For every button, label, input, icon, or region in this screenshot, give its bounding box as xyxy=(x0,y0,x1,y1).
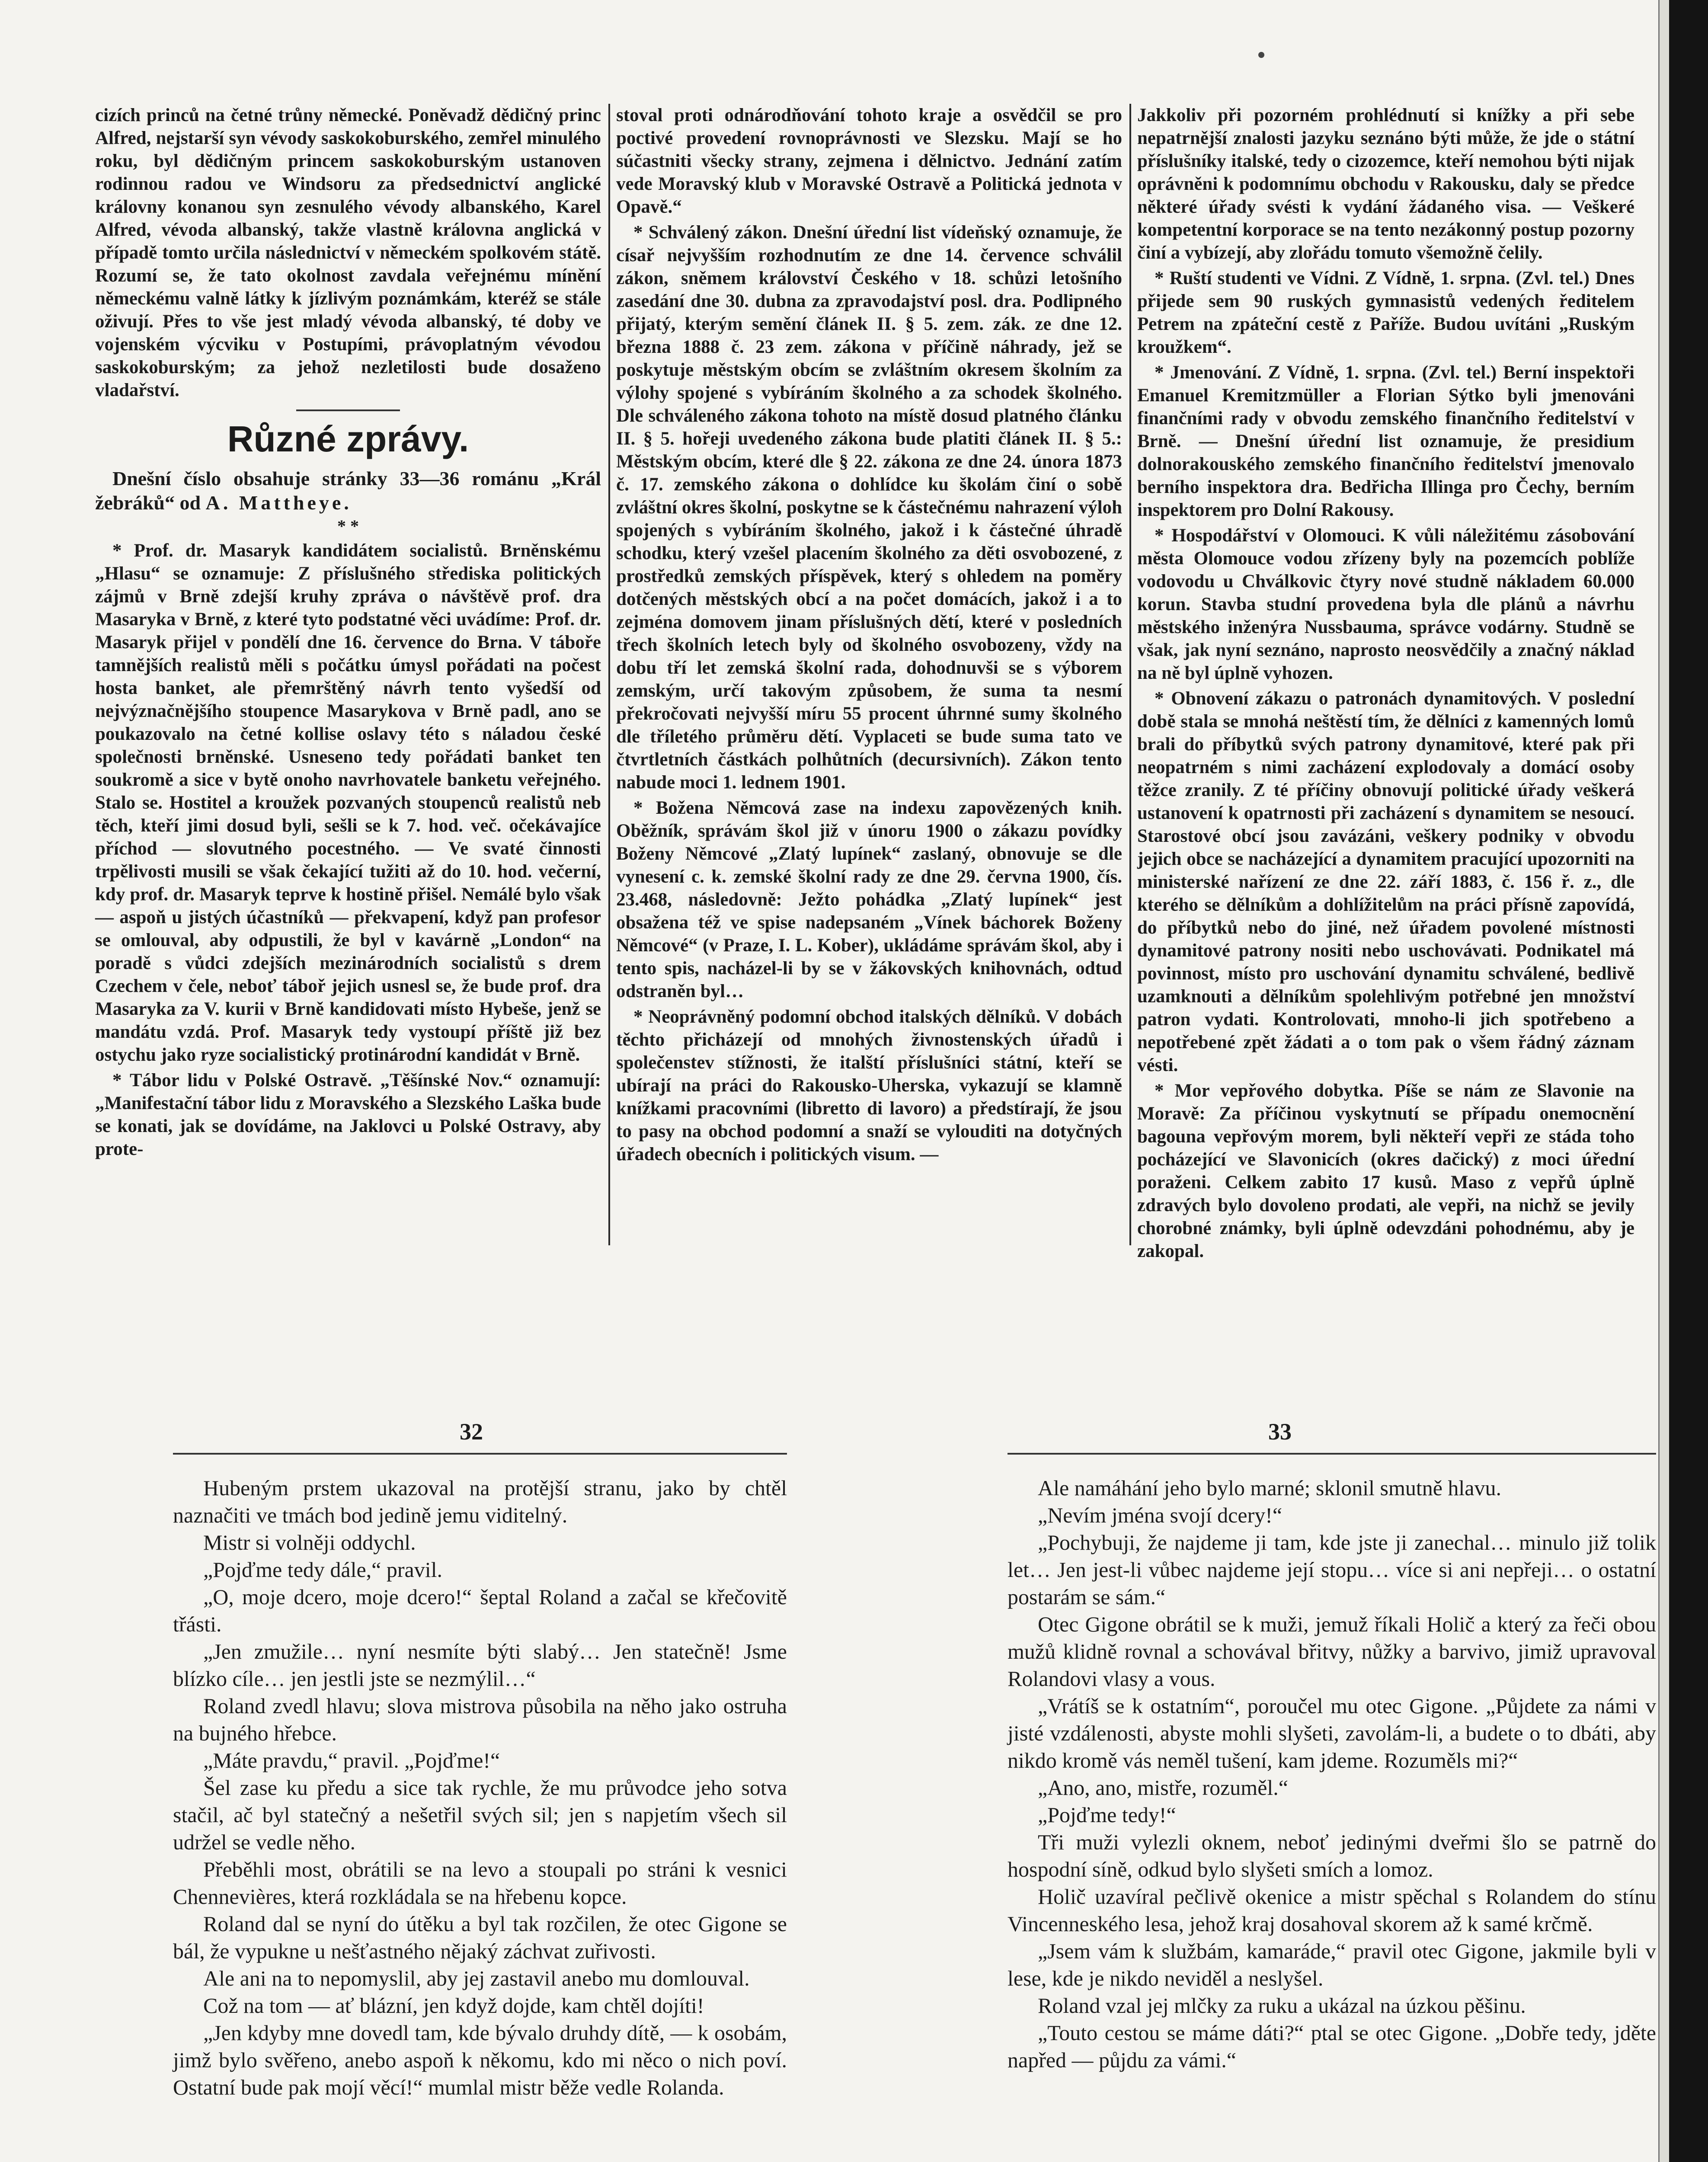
article-continuation: Jakkoliv při pozorném prohlédnutí si knížky a při sebe nepatrnější znalosti jazyku seznáno býti může, že jde o státní příslušníky italské, tedy o cizozemce, kteří nemohou býti nijak oprávněni k podomnímu obchodu v Rakousku, daly se předce některé úřady svésti k vydání žádaného visa. — Veškeré kompetentní korporace se na tento nezákonný postup pozorny činí a vybízejí, aby zlořádu tomuto všemožně čelily. xyxy=(1137,105,1634,263)
novel-paragraph: Hubeným prstem ukazoval na protější stranu, jako by chtěl naznačiti ve tmách bod jedině jemu viditelný. xyxy=(173,1476,787,1527)
scan-speck xyxy=(1258,52,1264,58)
column-divider xyxy=(1129,104,1131,1245)
novel-paragraph: „Jen kdyby mne dovedl tam, kde bývalo druhdy dítě, — k osobám, jimž bylo svěřeno, anebo aspoň k někomu, kdo mi něco o nich poví. Ostatní bude pak mojí věcí!“ mumlal mistr běže vedle Rolanda. xyxy=(173,2021,787,2099)
novel-paragraph: Přeběhli most, obrátili se na levo a stoupali po stráni k vesnici Chennevières, která rozkládala se na hřebenu kopce. xyxy=(173,1857,787,1909)
novel-paragraph: „Pochybuji, že najdeme ji tam, kde jste ji zanechal… minulo již tolik let… Jen jest-li vůbec najdeme její stopu… více si ani nepřeji… o ostatní postarám se sám.“ xyxy=(1008,1530,1656,1609)
novel-paragraph: „Jsem vám k službám, kamaráde,“ pravil otec Gigone, jakmile byli v lese, kde je nikdo neviděl a neslyšel. xyxy=(1008,1939,1656,1990)
novel-paragraph: „Máte pravdu,“ pravil. „Pojďme!“ xyxy=(203,1748,500,1772)
novel-paragraph: Ale namáhání jeho bylo marné; sklonil smutně hlavu. xyxy=(1038,1476,1501,1500)
novel-paragraph: „Pojďme tedy!“ xyxy=(1038,1803,1176,1827)
news-item: * Mor vepřového dobytka. Píše se nám ze Slavonie na Moravě: Za příčinou vyskytnutí se případu onemocnění bagouna vepřovým morem, byli někteří vepři ze stáda toho pocházející ve Slavonicích (okres dačický) z moci úřední poraženi. Celkem zabito 17 kusů. Maso z vepřů úplně zdravých bylo dovoleno prodati, ale vepři, na nichž se jevily chorobné známky, byli úplně odevzdáni pohodnému, aby je zakopal. xyxy=(1137,1081,1634,1261)
page-number-right: 33 xyxy=(1268,1419,1292,1445)
column-1 xyxy=(95,104,601,1245)
novel-paragraph: „Touto cestou se máme dáti?“ ptal se otec Gigone. „Dobře tedy, jděte napřed — půjdu za vámi.“ xyxy=(1008,2021,1656,2072)
novel-notice-text: Dnešní číslo obsahuje stránky 33—36 románu xyxy=(112,467,552,489)
novel-supplement xyxy=(0,1418,1708,2162)
page-number-left: 32 xyxy=(460,1419,483,1445)
novel-notice-text: od xyxy=(175,492,206,514)
news-item: * Neoprávněný podomní obchod italských dělníků. V dobách těchto přicházejí od mnohých živnostenských úřadů i společenstev stížnosti, že italští příslušníci státní, kteří se ubírají na práci do Rakousko-Uherska, vykazují se klamně knížkami pracovními (libretto di lavoro) a předstírají, že jsou to pasy na obchod podomní a snaží se vylouditi na dotyčných úřadech obecních i politických visum. — xyxy=(616,1007,1122,1164)
novel-page-left xyxy=(173,1474,787,2101)
novel-paragraph: Mistr si volněji oddychl. xyxy=(203,1530,416,1554)
newspaper-section xyxy=(95,104,1634,1261)
column-divider xyxy=(608,104,610,1245)
novel-notice xyxy=(95,467,601,515)
news-item: * Božena Němcová zase na indexu zapovězených knih. Oběžník, správám škol již v únoru 1900 o zákazu povídky Boženy Němcové „Zlatý lupínek“ zaslaný, obnovuje se dle vynesení c. k. zemské školní rady ze dne 29. června 1900, čís. 23.468, následovně: Ježto pohádka „Zlatý lupínek“ jest obsažena též ve spise nadepsaném „Vínek báchorek Boženy Němcové“ (v Praze, I. L. Kober), ukládáme správám škol, aby i tento spis, nacházel-li by se v žákovských knihovnách, odtud odstraněn byl… xyxy=(616,798,1122,1001)
article-continuation: stoval proti odnárodňování tohoto kraje a osvědčil se pro poctivé provedení rovnoprávnosti ve Slezsku. Mají se ho súčastniti všecky strany, zejmena i dělnictvo. Jednání zatím vede Moravský klub v Moravské Ostravě a Politická jednota v Opavě.“ xyxy=(616,105,1122,217)
novel-notice-author: A. Mattheye. xyxy=(205,492,352,514)
novel-paragraph: „Ano, ano, mistře, rozuměl.“ xyxy=(1038,1775,1288,1800)
novel-paragraph: Roland vzal jej mlčky za ruku a ukázal na úzkou pěšinu. xyxy=(1038,1993,1526,2018)
separator-stars: * * xyxy=(337,516,359,536)
novel-paragraph: Šel zase ku předu a sice tak rychle, že mu průvodce jeho sotva stačil, ač byl statečný a nešetřil svých sil; jen s napjetím všech sil udržel se vedle něho. xyxy=(173,1775,787,1854)
news-item: * Prof. dr. Masaryk kandidátem socialistů. Brněnskému „Hlasu“ se oznamuje: Z příslušného střediska politických zájmů v Brně zdejší kruhy zpráva o návštěvě prof. dra Masaryka v Brně, z které tyto podstatné věci uvádíme: Prof. dr. Masaryk přijel v pondělí dne 16. července do Brna. V táboře tamnějších realistů měli s počátku úmysl pořádati na počest hosta banket, ale přemrštěný návrh tento vyšedší od nejvýznačnějšího stoupence Masarykova v Brně padl, ano se poukazovalo na četné kollise oslavy této s náladou české společnosti brněnské. Usneseno tedy pořádati banket ten soukromě a sice v bytě onoho navrhovatele banketu veřejného. Stalo se. Hostitel a kroužek pozvaných stoupenců realistů neb těch, kteří jimi dosud byli, sešli se k 7. hod. več. očekávajíce příchod — slovutného pocestného. — Ve svaté činnosti trpělivosti musili se však čekající tužiti až do 10. hod. večerní, kdy prof. dr. Masaryk teprve k hostině přišel. Nemálé bylo však — aspoň u jistých účastníků — překvapení, když pan profesor se omlouval, aby odpustili, že byl v kavárně „London“ na poradě s vůdci zdejších mezinárodních socialistů s drem Czechem v čele, neboť táboř jejich usnesl se, že bude prof. dra Masaryka za V. kurii v Brně kandidovati místo Hybeše, jenž se mandátu vzdá. Prof. Masaryk tedy vystoupí příště již bez ostychu jako ryze socialistický protinárodní kandidát v Brně. xyxy=(95,540,601,1065)
novel-paragraph: Roland zvedl hlavu; slova mistrova působila na něho jako ostruha na bujného hřebce. xyxy=(173,1694,787,1745)
novel-paragraph: Otec Gigone obrátil se k muži, jemuž říkali Holič a který za řeči obou mužů klidně rovnal a schovával břitvy, nůžky a barvivo, jimiž upravoval Rolandovi vlasy a vous. xyxy=(1008,1612,1656,1691)
novel-paragraph: „Nevím jména svojí dcery!“ xyxy=(1038,1503,1283,1527)
article-continuation: cizích princů na četné trůny německé. Poněvadž dědičný princ Alfred, nejstarší syn vévody saskokoburského, zemřel minulého roku, byl dědičným princem saskokoburským ustanoven rodinnou radou ve Windsoru za předsednictví anglické královny konanou syn zesnulého vévody albanského, Karel Alfred, vévoda albanský, takže vlastně královna anglická v případě tomto určila následnictví v německém spolkovém státě. Rozumí se, že tato okolnost zavdala veřejnému mínění německému valně látky k jízlivým poznámkám, kteréž se stále oživují. Přes to vše jest mladý vévoda albanský, té doby ve vojenském výcviku v Postupími, právoplatným vévodou saskokoburským; za jehož nezletilosti bude dosaženo vladařství. xyxy=(95,105,601,400)
novel-paragraph: „Vrátíš se k ostatním“, poroučel mu otec Gigone. „Půjdete za námi v jisté vzdálenosti, abyste mohli slyšeti, zavolám-li, a budete o to dbáti, aby nikdo kromě vás neměl tušení, kam jdeme. Rozuměls mi?“ xyxy=(1008,1694,1656,1772)
novel-paragraph: Ale ani na to nepomyslil, aby jej zastavil anebo mu domlouval. xyxy=(203,1966,750,1990)
novel-page-right xyxy=(1008,1474,1656,2074)
novel-paragraph: „Pojďme tedy dále,“ pravil. xyxy=(203,1558,442,1582)
novel-paragraph: Roland dal se nyní do útěku a byl tak rozčilen, že otec Gigone se bál, že vypukne u nešťastného nějaký záchvat zuřivosti. xyxy=(173,1912,787,1963)
news-item: * Jmenování. Z Vídně, 1. srpna. (Zvl. tel.) Berní inspektoři Emanuel Kremitzmüller a Florian Sýtko byli jmenováni finančními rady v obvodu zemského finančního ředitelství v Brně. — Dnešní úřední list oznamuje, že presidium dolnorakouského zemského finančního ředitelství jmenovalo berního inspektora dra. Bedřicha Illinga pro Čechy, berním inspektorem pro Dolní Rakousy. xyxy=(1137,362,1634,520)
novel-paragraph: „O, moje dcero, moje dcero!“ šeptal Roland a začal se křečovitě třásti. xyxy=(173,1585,787,1636)
news-item: * Ruští studenti ve Vídni. Z Vídně, 1. srpna. (Zvl. tel.) Dnes přijede sem 90 ruských gymnasistů vedených ředitelem Petrem na zpáteční cestě z Paříže. Budou uvítáni „Ruským kroužkem“. xyxy=(1137,268,1634,357)
news-item: * Hospodářství v Olomouci. K vůli náležitému zásobování města Olomouce vodou zřízeny byly na pozemcích poblíže vodovodu u Chválkovic čtyry nové studně nákladem 60.000 korun. Stavba studní provedena byla dle plánů a návrhu městského inženýra Nussbauma, správce vodárny. Studně se však, jak nyní seznáno, naprosto neosvědčily a značný náklad na ně byl úplně vyhozen. xyxy=(1137,525,1634,683)
news-item: * Schválený zákon. Dnešní úřední list vídeňský oznamuje, že císař nejvyšším rozhodnutím ze dne 14. července schválil zákon, sněmem království Českého v 18. schůzi letošního zasedání dne 30. dubna za zpravodajství posl. dra. Podlipného přijatý, kterým semění článek II. § 5. zem. zák. ze dne 12. března 1888 č. 23 zem. zákona v příčině náhrady, jež se poskytuje městským obcím se zvláštním okresem školním za výlohy spojené s vybíráním školného a za schodek školného. Dle schváleného zákona tohoto na místě dosud platného článku II. § 5. hořeji uvedeného zákona bude platiti článek II. § 5.: Městským obcím, které dle § 22. zákona ze dne 24. února 1873 č. 17. zemského zákona o dohlídce ku školám činí o sobě zvláštní okres školní, poskytne se k částečnému nahrazení výloh spojených s vybíráním školného, jakož i k částečné úhradě schodku, který vzešel placením školného za děti osvobozené, z prostředků zemských příspěvek, který s ohledem na poměry dotčených městských obcí a na počet domácích, jakož i a to zejména domovem jinam příslušných dětí, které v posledních třech školních letech byly od školného osvobozeny, vždy na dobu tří let zemská školní rada, dohodnuvši se s výborem zemským, určí takovým způsobem, že suma ta nesmí překročovati nejvyšší míru 55 procent úhrnné sumy školného dle tříletého průměru dětí. Vyplaceti se bude suma tato ve čtvrtletních částkách polhůtních (decursivních). Zákon tento nabude moci 1. lednem 1901. xyxy=(616,222,1122,793)
page-rule xyxy=(1008,1453,1656,1455)
novel-paragraph: „Jen zmužile… nyní nesmíte býti slabý… Jen statečně! Jsme blízko cíle… jen jestli jste se nezmýlil…“ xyxy=(173,1639,787,1691)
column-2 xyxy=(616,104,1122,1245)
novel-notice-title: „Král žebráků“ xyxy=(95,467,601,514)
novel-paragraph: Tři muži vylezli oknem, neboť jedinými dveřmi šlo se patrně do hospodní síně, odkud bylo slyšeti smích a lomoz. xyxy=(1008,1830,1656,1881)
novel-paragraph: Což na tom — ať blázní, jen když dojde, kam chtěl dojíti! xyxy=(203,1993,704,2018)
news-item: * Tábor lidu v Polské Ostravě. „Těšínské Nov.“ oznamují: „Manifestační tábor lidu z Moravského a Slezského Laška bude se konati, jak se dovídáme, na Jaklovci u Polské Ostravy, aby prote- xyxy=(95,1070,601,1159)
novel-paragraph: Holič uzavíral pečlivě okenice a mistr spěchal s Rolandem do stínu Vincenneského lesa, jehož kraj dosahoval skorem až k samé krčmě. xyxy=(1008,1884,1656,1936)
section-rule xyxy=(296,409,400,411)
section-heading: Různé zprávy. xyxy=(227,419,469,459)
news-item: * Obnovení zákazu o patronách dynamitových. V poslední době stala se mnohá neštěstí tím, že dělníci z kamenných lomů brali do příbytků svých patrony dynamitové, které pak při neopatrném s nimi zacházení explodovaly a domácí osoby těžce zranily. Z té příčiny obnovují politické úřady veškerá ustanovení k opatrnosti při zacházení s dynamitem se nesoucí. Starostové obcí jsou zavázáni, veškery podniky v obvodu jejich obce se nacházející a dynamitem pracující upozorniti na ministerské nařízení ze dne 22. září 1883, č. 156 ř. z., dle kterého se dělníkům a dohlížitelům na práci přísně zapovídá, do příbytků nebo do jiné, než úřadem povolené místnosti dynamitové patrony nositi nebo uschovávati. Podnikatel má povinnost, místo pro uschování dynamitu schválené, bedlivě uzamknouti a dělníkům spolehlivým potřebné jen množství patron vydati. Kontrolovati, mnoho-li jich spotřebeno a nepotřebené zpět žádati a o tom pak o všem řádný záznam vésti. xyxy=(1137,688,1634,1075)
page-rule xyxy=(173,1453,787,1455)
column-3 xyxy=(1137,104,1634,1261)
